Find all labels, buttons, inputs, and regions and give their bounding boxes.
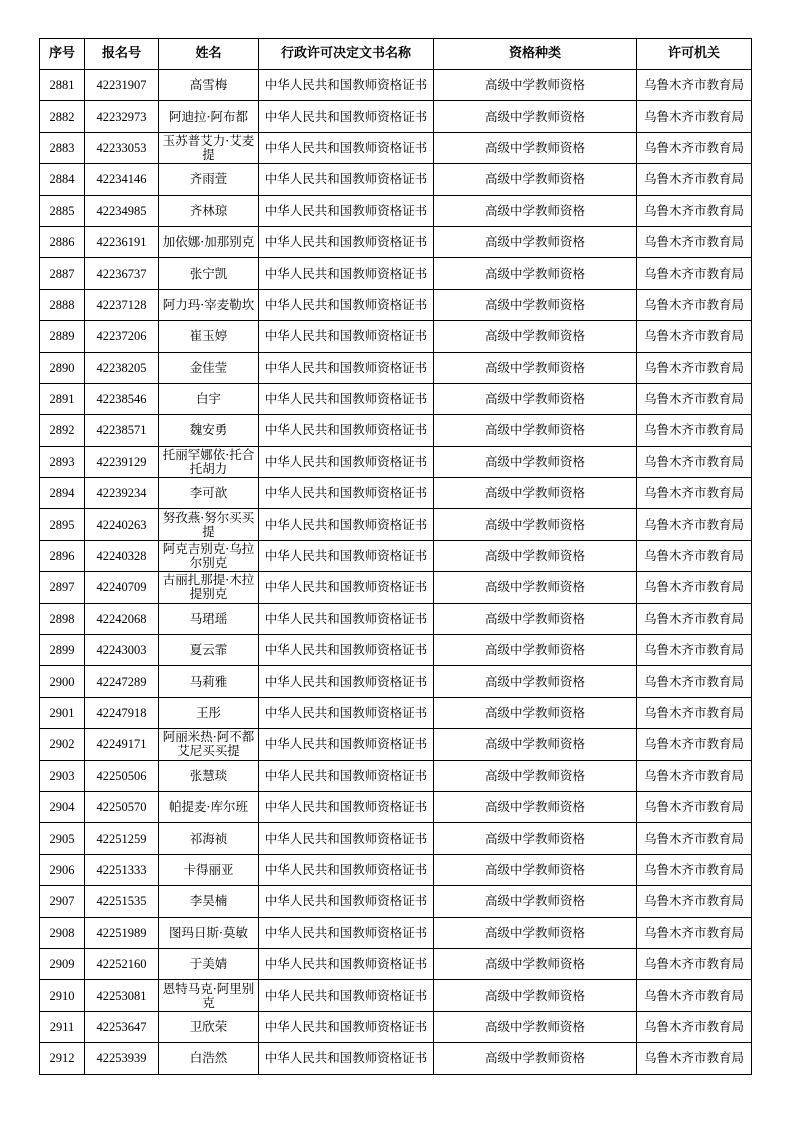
cell-name: 齐雨萱 — [159, 164, 259, 195]
cell-reg-number: 42251989 — [85, 917, 159, 948]
cell-seq: 2893 — [40, 446, 85, 477]
cell-reg-number: 42238546 — [85, 383, 159, 414]
cell-reg-number: 42231907 — [85, 70, 159, 101]
cell-document-name: 中华人民共和国教师资格证书 — [259, 540, 434, 571]
cell-reg-number: 42251333 — [85, 854, 159, 885]
cell-name: 卡得丽亚 — [159, 854, 259, 885]
cell-reg-number: 42240709 — [85, 572, 159, 603]
cell-name: 阿克吉别克·乌拉尔别克 — [159, 540, 259, 571]
cell-document-name: 中华人民共和国教师资格证书 — [259, 729, 434, 760]
cell-qualification-type: 高级中学教师资格 — [434, 415, 637, 446]
cell-licensing-authority: 乌鲁木齐市教育局 — [637, 383, 752, 414]
cell-seq: 2903 — [40, 760, 85, 791]
cell-reg-number: 42243003 — [85, 635, 159, 666]
table-row — [40, 729, 752, 760]
cell-qualification-type: 高级中学教师资格 — [434, 791, 637, 822]
cell-seq: 2889 — [40, 321, 85, 352]
cell-name: 恩特马克·阿里别克 — [159, 980, 259, 1011]
cell-seq: 2900 — [40, 666, 85, 697]
cell-reg-number: 42232973 — [85, 101, 159, 132]
cell-qualification-type: 高级中学教师资格 — [434, 478, 637, 509]
cell-seq: 2885 — [40, 195, 85, 226]
cell-document-name: 中华人民共和国教师资格证书 — [259, 917, 434, 948]
cell-document-name: 中华人民共和国教师资格证书 — [259, 572, 434, 603]
cell-document-name: 中华人民共和国教师资格证书 — [259, 1011, 434, 1042]
header-licensing-authority: 许可机关 — [637, 39, 752, 70]
cell-name: 李可歆 — [159, 478, 259, 509]
cell-qualification-type: 高级中学教师资格 — [434, 164, 637, 195]
cell-licensing-authority: 乌鲁木齐市教育局 — [637, 603, 752, 634]
table-row — [40, 886, 752, 917]
cell-name: 张慧琰 — [159, 760, 259, 791]
cell-reg-number: 42234146 — [85, 164, 159, 195]
cell-document-name: 中华人民共和国教师资格证书 — [259, 854, 434, 885]
cell-reg-number: 42251259 — [85, 823, 159, 854]
header-reg-number: 报名号 — [85, 39, 159, 70]
cell-licensing-authority: 乌鲁木齐市教育局 — [637, 1043, 752, 1074]
cell-document-name: 中华人民共和国教师资格证书 — [259, 1043, 434, 1074]
cell-reg-number: 42242068 — [85, 603, 159, 634]
cell-qualification-type: 高级中学教师资格 — [434, 917, 637, 948]
cell-qualification-type: 高级中学教师资格 — [434, 1011, 637, 1042]
cell-licensing-authority: 乌鲁木齐市教育局 — [637, 886, 752, 917]
cell-seq: 2892 — [40, 415, 85, 446]
cell-document-name: 中华人民共和国教师资格证书 — [259, 195, 434, 226]
cell-licensing-authority: 乌鲁木齐市教育局 — [637, 415, 752, 446]
cell-seq: 2895 — [40, 509, 85, 540]
cell-name: 马莉雅 — [159, 666, 259, 697]
cell-name: 白宇 — [159, 383, 259, 414]
cell-reg-number: 42234985 — [85, 195, 159, 226]
cell-seq: 2884 — [40, 164, 85, 195]
cell-reg-number: 42236191 — [85, 226, 159, 257]
table-row — [40, 415, 752, 446]
table-row — [40, 1043, 752, 1074]
cell-reg-number: 42240328 — [85, 540, 159, 571]
header-seq: 序号 — [40, 39, 85, 70]
table-row — [40, 540, 752, 571]
cell-name: 卫欣荣 — [159, 1011, 259, 1042]
table-row — [40, 132, 752, 163]
cell-name: 托丽罕娜依·托合托胡力 — [159, 446, 259, 477]
cell-licensing-authority: 乌鲁木齐市教育局 — [637, 226, 752, 257]
cell-document-name: 中华人民共和国教师资格证书 — [259, 289, 434, 320]
cell-qualification-type: 高级中学教师资格 — [434, 635, 637, 666]
cell-name: 张宁凯 — [159, 258, 259, 289]
cell-qualification-type: 高级中学教师资格 — [434, 289, 637, 320]
cell-seq: 2908 — [40, 917, 85, 948]
cell-document-name: 中华人民共和国教师资格证书 — [259, 980, 434, 1011]
cell-reg-number: 42250506 — [85, 760, 159, 791]
cell-seq: 2910 — [40, 980, 85, 1011]
cell-name: 白浩然 — [159, 1043, 259, 1074]
cell-reg-number: 42247918 — [85, 697, 159, 728]
cell-licensing-authority: 乌鲁木齐市教育局 — [637, 321, 752, 352]
cell-qualification-type: 高级中学教师资格 — [434, 70, 637, 101]
cell-licensing-authority: 乌鲁木齐市教育局 — [637, 572, 752, 603]
table-row — [40, 760, 752, 791]
cell-seq: 2902 — [40, 729, 85, 760]
cell-qualification-type: 高级中学教师资格 — [434, 729, 637, 760]
cell-qualification-type: 高级中学教师资格 — [434, 226, 637, 257]
cell-licensing-authority: 乌鲁木齐市教育局 — [637, 258, 752, 289]
cell-licensing-authority: 乌鲁木齐市教育局 — [637, 195, 752, 226]
cell-qualification-type: 高级中学教师资格 — [434, 195, 637, 226]
cell-qualification-type: 高级中学教师资格 — [434, 666, 637, 697]
table-row — [40, 635, 752, 666]
cell-reg-number: 42240263 — [85, 509, 159, 540]
cell-licensing-authority: 乌鲁木齐市教育局 — [637, 478, 752, 509]
cell-name: 夏云霏 — [159, 635, 259, 666]
cell-document-name: 中华人民共和国教师资格证书 — [259, 132, 434, 163]
cell-qualification-type: 高级中学教师资格 — [434, 258, 637, 289]
cell-document-name: 中华人民共和国教师资格证书 — [259, 603, 434, 634]
table-header-row — [40, 39, 752, 70]
cell-document-name: 中华人民共和国教师资格证书 — [259, 415, 434, 446]
cell-seq: 2890 — [40, 352, 85, 383]
cell-document-name: 中华人民共和国教师资格证书 — [259, 666, 434, 697]
cell-document-name: 中华人民共和国教师资格证书 — [259, 697, 434, 728]
cell-reg-number: 42239129 — [85, 446, 159, 477]
table-row — [40, 1011, 752, 1042]
cell-qualification-type: 高级中学教师资格 — [434, 603, 637, 634]
header-qualification-type: 资格种类 — [434, 39, 637, 70]
table-row — [40, 164, 752, 195]
cell-reg-number: 42233053 — [85, 132, 159, 163]
cell-document-name: 中华人民共和国教师资格证书 — [259, 760, 434, 791]
table-row — [40, 603, 752, 634]
cell-document-name: 中华人民共和国教师资格证书 — [259, 823, 434, 854]
cell-qualification-type: 高级中学教师资格 — [434, 446, 637, 477]
cell-licensing-authority: 乌鲁木齐市教育局 — [637, 101, 752, 132]
cell-document-name: 中华人民共和国教师资格证书 — [259, 321, 434, 352]
cell-reg-number: 42238205 — [85, 352, 159, 383]
cell-licensing-authority: 乌鲁木齐市教育局 — [637, 1011, 752, 1042]
table-row — [40, 258, 752, 289]
table-row — [40, 383, 752, 414]
cell-document-name: 中华人民共和国教师资格证书 — [259, 383, 434, 414]
cell-seq: 2891 — [40, 383, 85, 414]
cell-qualification-type: 高级中学教师资格 — [434, 980, 637, 1011]
cell-licensing-authority: 乌鲁木齐市教育局 — [637, 132, 752, 163]
cell-qualification-type: 高级中学教师资格 — [434, 101, 637, 132]
cell-document-name: 中华人民共和国教师资格证书 — [259, 948, 434, 979]
cell-seq: 2886 — [40, 226, 85, 257]
cell-seq: 2906 — [40, 854, 85, 885]
cell-licensing-authority: 乌鲁木齐市教育局 — [637, 446, 752, 477]
cell-licensing-authority: 乌鲁木齐市教育局 — [637, 697, 752, 728]
cell-licensing-authority: 乌鲁木齐市教育局 — [637, 289, 752, 320]
cell-qualification-type: 高级中学教师资格 — [434, 697, 637, 728]
cell-licensing-authority: 乌鲁木齐市教育局 — [637, 70, 752, 101]
table-row — [40, 478, 752, 509]
cell-name: 金佳莹 — [159, 352, 259, 383]
cell-seq: 2897 — [40, 572, 85, 603]
header-name: 姓名 — [159, 39, 259, 70]
cell-licensing-authority: 乌鲁木齐市教育局 — [637, 791, 752, 822]
cell-name: 李昊楠 — [159, 886, 259, 917]
cell-reg-number: 42252160 — [85, 948, 159, 979]
cell-seq: 2912 — [40, 1043, 85, 1074]
cell-qualification-type: 高级中学教师资格 — [434, 321, 637, 352]
cell-seq: 2909 — [40, 948, 85, 979]
cell-name: 阿迪拉·阿布都 — [159, 101, 259, 132]
cell-name: 古丽扎那提·木拉提别克 — [159, 572, 259, 603]
cell-reg-number: 42239234 — [85, 478, 159, 509]
table-row — [40, 321, 752, 352]
cell-qualification-type: 高级中学教师资格 — [434, 854, 637, 885]
cell-qualification-type: 高级中学教师资格 — [434, 352, 637, 383]
table-row — [40, 948, 752, 979]
cell-licensing-authority: 乌鲁木齐市教育局 — [637, 823, 752, 854]
cell-licensing-authority: 乌鲁木齐市教育局 — [637, 729, 752, 760]
cell-document-name: 中华人民共和国教师资格证书 — [259, 101, 434, 132]
cell-reg-number: 42253647 — [85, 1011, 159, 1042]
cell-name: 王彤 — [159, 697, 259, 728]
cell-document-name: 中华人民共和国教师资格证书 — [259, 258, 434, 289]
cell-licensing-authority: 乌鲁木齐市教育局 — [637, 164, 752, 195]
cell-reg-number: 42237206 — [85, 321, 159, 352]
cell-seq: 2901 — [40, 697, 85, 728]
cell-name: 努孜燕·努尔买买提 — [159, 509, 259, 540]
cell-name: 图玛日斯·莫敏 — [159, 917, 259, 948]
cell-name: 高雪梅 — [159, 70, 259, 101]
cell-seq: 2911 — [40, 1011, 85, 1042]
cell-seq: 2896 — [40, 540, 85, 571]
cell-reg-number: 42253081 — [85, 980, 159, 1011]
cell-document-name: 中华人民共和国教师资格证书 — [259, 791, 434, 822]
table-row — [40, 70, 752, 101]
cell-reg-number: 42250570 — [85, 791, 159, 822]
cell-reg-number: 42249171 — [85, 729, 159, 760]
table-row — [40, 666, 752, 697]
cell-document-name: 中华人民共和国教师资格证书 — [259, 446, 434, 477]
cell-document-name: 中华人民共和国教师资格证书 — [259, 352, 434, 383]
cell-name: 玉苏普艾力·艾麦提 — [159, 132, 259, 163]
cell-licensing-authority: 乌鲁木齐市教育局 — [637, 760, 752, 791]
table-row — [40, 226, 752, 257]
cell-seq: 2883 — [40, 132, 85, 163]
cell-seq: 2907 — [40, 886, 85, 917]
cell-document-name: 中华人民共和国教师资格证书 — [259, 635, 434, 666]
cell-licensing-authority: 乌鲁木齐市教育局 — [637, 540, 752, 571]
cell-name: 加依娜·加那别克 — [159, 226, 259, 257]
cell-licensing-authority: 乌鲁木齐市教育局 — [637, 917, 752, 948]
cell-qualification-type: 高级中学教师资格 — [434, 572, 637, 603]
cell-licensing-authority: 乌鲁木齐市教育局 — [637, 352, 752, 383]
cell-name: 崔玉婷 — [159, 321, 259, 352]
cell-seq: 2905 — [40, 823, 85, 854]
cell-seq: 2898 — [40, 603, 85, 634]
cell-qualification-type: 高级中学教师资格 — [434, 1043, 637, 1074]
cell-seq: 2888 — [40, 289, 85, 320]
table-row — [40, 289, 752, 320]
table-row — [40, 195, 752, 226]
table-row — [40, 823, 752, 854]
table-row — [40, 446, 752, 477]
cell-qualification-type: 高级中学教师资格 — [434, 509, 637, 540]
cell-qualification-type: 高级中学教师资格 — [434, 540, 637, 571]
table-row — [40, 980, 752, 1011]
cell-name: 阿丽米热·阿不都艾尼买买提 — [159, 729, 259, 760]
cell-name: 帕提麦·库尔班 — [159, 791, 259, 822]
cell-reg-number: 42251535 — [85, 886, 159, 917]
cell-name: 阿力玛·宰麦勒坎 — [159, 289, 259, 320]
table-row — [40, 697, 752, 728]
cell-reg-number: 42247289 — [85, 666, 159, 697]
cell-qualification-type: 高级中学教师资格 — [434, 760, 637, 791]
cell-licensing-authority: 乌鲁木齐市教育局 — [637, 980, 752, 1011]
cell-reg-number: 42237128 — [85, 289, 159, 320]
cell-name: 齐林琼 — [159, 195, 259, 226]
cell-licensing-authority: 乌鲁木齐市教育局 — [637, 666, 752, 697]
table-row — [40, 791, 752, 822]
cell-reg-number: 42236737 — [85, 258, 159, 289]
cell-qualification-type: 高级中学教师资格 — [434, 132, 637, 163]
cell-qualification-type: 高级中学教师资格 — [434, 383, 637, 414]
cell-licensing-authority: 乌鲁木齐市教育局 — [637, 635, 752, 666]
table-row — [40, 917, 752, 948]
cell-name: 祁海祯 — [159, 823, 259, 854]
cell-seq: 2904 — [40, 791, 85, 822]
table-row — [40, 352, 752, 383]
table-row — [40, 509, 752, 540]
cell-seq: 2894 — [40, 478, 85, 509]
cell-document-name: 中华人民共和国教师资格证书 — [259, 70, 434, 101]
table-row — [40, 572, 752, 603]
cell-qualification-type: 高级中学教师资格 — [434, 948, 637, 979]
cell-seq: 2887 — [40, 258, 85, 289]
cell-document-name: 中华人民共和国教师资格证书 — [259, 226, 434, 257]
table-row — [40, 854, 752, 885]
cell-name: 魏安勇 — [159, 415, 259, 446]
cell-reg-number: 42238571 — [85, 415, 159, 446]
cell-document-name: 中华人民共和国教师资格证书 — [259, 164, 434, 195]
cell-seq: 2881 — [40, 70, 85, 101]
cell-qualification-type: 高级中学教师资格 — [434, 823, 637, 854]
cell-name: 于美婧 — [159, 948, 259, 979]
cell-document-name: 中华人民共和国教师资格证书 — [259, 886, 434, 917]
table-row — [40, 101, 752, 132]
cell-licensing-authority: 乌鲁木齐市教育局 — [637, 509, 752, 540]
cell-licensing-authority: 乌鲁木齐市教育局 — [637, 948, 752, 979]
cell-licensing-authority: 乌鲁木齐市教育局 — [637, 854, 752, 885]
table-body — [40, 70, 752, 1075]
cell-reg-number: 42253939 — [85, 1043, 159, 1074]
teacher-qualification-table — [39, 38, 752, 1075]
cell-seq: 2882 — [40, 101, 85, 132]
cell-name: 马珺瑶 — [159, 603, 259, 634]
cell-document-name: 中华人民共和国教师资格证书 — [259, 509, 434, 540]
cell-document-name: 中华人民共和国教师资格证书 — [259, 478, 434, 509]
header-document-name: 行政许可决定文书名称 — [259, 39, 434, 70]
cell-qualification-type: 高级中学教师资格 — [434, 886, 637, 917]
cell-seq: 2899 — [40, 635, 85, 666]
